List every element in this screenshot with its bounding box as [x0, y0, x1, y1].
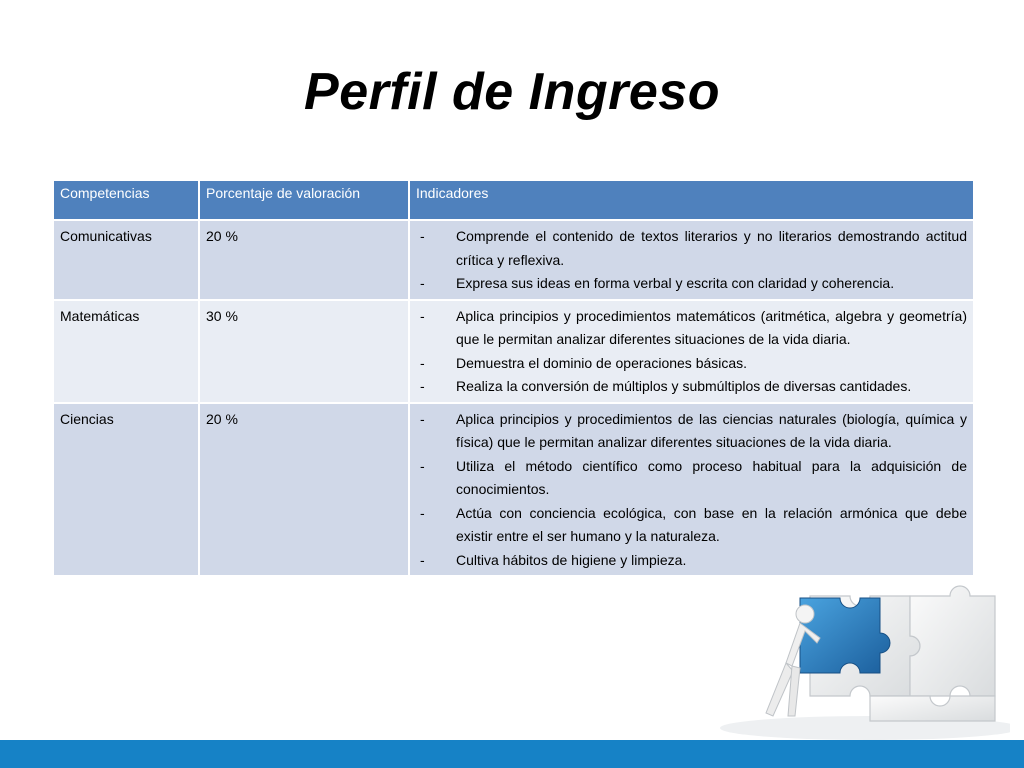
indicadores-cell	[409, 403, 974, 577]
indicator-list	[416, 408, 967, 573]
indicator-text: Demuestra el dominio de operaciones básicas.	[456, 354, 748, 371]
competencia-cell: Ciencias	[53, 403, 199, 577]
indicadores-cell	[409, 220, 974, 300]
competencies-table	[52, 179, 975, 577]
indicator-text: Comprende el contenido de textos literarios y no literarios demostrando actitud crítica y reflexiva.	[456, 228, 967, 268]
puzzle-figure-illustration	[700, 556, 1010, 746]
indicator-text: Utiliza el método científico como proceso habitual para la adquisición de conocimientos.	[456, 457, 967, 497]
indicator-item: - Realiza la conversión de múltiplos y submúltiplos de diversas cantidades.	[420, 378, 912, 394]
header-indicadores: Indicadores	[409, 180, 974, 220]
indicator-item: - Comprende el contenido de textos literarios y no literarios demostrando actitud crítica y reflexiva.	[420, 228, 967, 268]
table-header-row	[53, 180, 974, 220]
indicator-text: Actúa con conciencia ecológica, con base en la relación armónica que debe existir entre el ser humano y la naturaleza.	[456, 504, 967, 544]
bottom-bar	[0, 740, 1024, 768]
table-row	[53, 300, 974, 403]
indicator-text: Realiza la conversión de múltiplos y submúltiplos de diversas cantidades.	[456, 378, 912, 394]
slide-title: Perfil de Ingreso	[304, 63, 720, 121]
indicator-item: - Aplica principios y procedimientos de las ciencias naturales (biología, química y física) que le permitan analizar diferentes situaciones de la vida diaria.	[420, 410, 967, 450]
porcentaje-cell: 20 %	[199, 220, 409, 300]
indicator-item: - Demuestra el dominio de operaciones básicas.	[420, 354, 748, 371]
indicator-text: Expresa sus ideas en forma verbal y escrita con claridad y coherencia.	[456, 275, 895, 291]
indicator-item: - Utiliza el método científico como proceso habitual para la adquisición de conocimientos.	[420, 457, 967, 497]
indicator-item: - Aplica principios y procedimientos matemáticos (aritmética, algebra y geometría) que le permitan analizar diferentes situaciones de la vida diaria.	[420, 307, 967, 347]
indicadores-cell	[409, 300, 974, 403]
table-row	[53, 220, 974, 300]
competencia-cell: Matemáticas	[53, 300, 199, 403]
indicator-item: - Expresa sus ideas en forma verbal y escrita con claridad y coherencia.	[420, 275, 895, 291]
indicator-text: Cultiva hábitos de higiene y limpieza.	[456, 551, 687, 568]
indicator-item: - Cultiva hábitos de higiene y limpieza.	[420, 551, 687, 568]
indicator-list	[416, 305, 967, 399]
header-competencias: Competencias	[53, 180, 199, 220]
porcentaje-cell: 20 %	[199, 403, 409, 577]
table-row	[53, 403, 974, 577]
indicator-text: Aplica principios y procedimientos matemáticos (aritmética, algebra y geometría) que le permitan analizar diferentes situaciones de la vida diaria.	[456, 307, 967, 347]
porcentaje-cell: 30 %	[199, 300, 409, 403]
competencia-cell: Comunicativas	[53, 220, 199, 300]
header-porcentaje: Porcentaje de valoración	[199, 180, 409, 220]
indicator-item: - Actúa con conciencia ecológica, con base en la relación armónica que debe existir entre el ser humano y la naturaleza.	[420, 504, 967, 544]
indicator-list	[416, 225, 967, 296]
indicator-text: Aplica principios y procedimientos de las ciencias naturales (biología, química y física) que le permitan analizar diferentes situaciones de la vida diaria.	[456, 410, 967, 450]
